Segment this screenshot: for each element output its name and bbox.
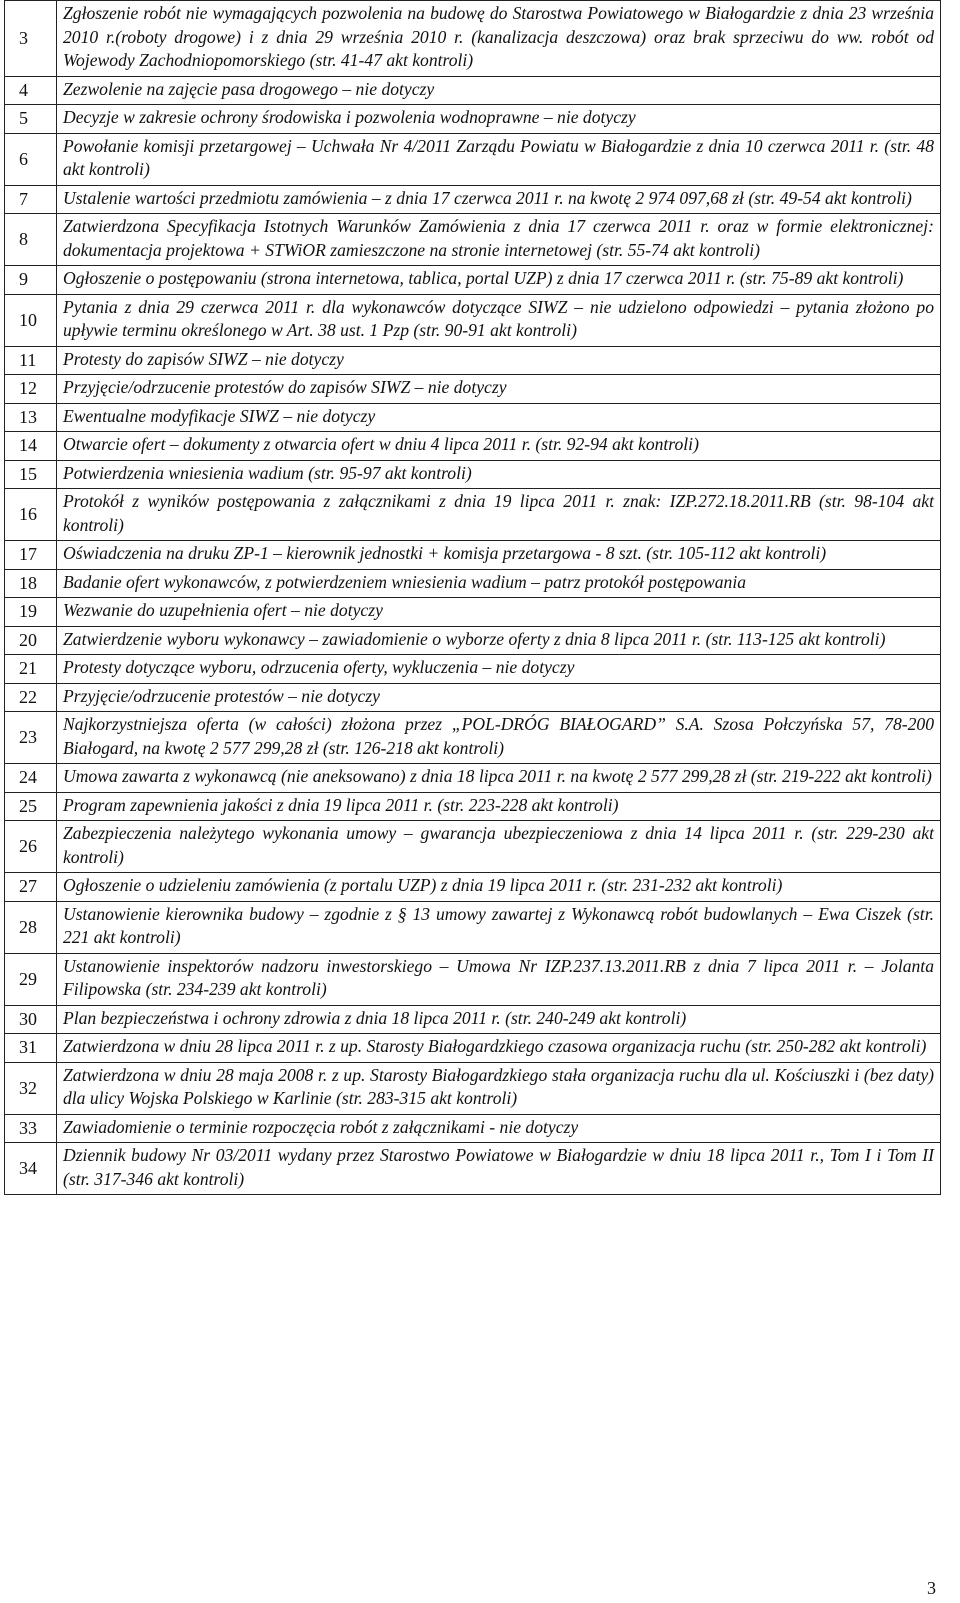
row-number: 23 xyxy=(5,712,57,764)
row-description: Powołanie komisji przetargowej – Uchwała Nr 4/2011 Zarządu Powiatu w Białogardzie z dnia 10 czerwca 2011 r. (str. 48 akt kontroli) xyxy=(57,133,941,185)
table-row xyxy=(5,346,941,375)
row-description: Najkorzystniejsza oferta (w całości) złożona przez „POL-DRÓG BIAŁOGARD” S.A. Szosa Połczyńska 57, 78-200 Białogard, na kwotę 2 577 299,28 zł (str. 126-218 akt kontroli) xyxy=(57,712,941,764)
row-number: 3 xyxy=(5,1,57,77)
row-description: Protesty dotyczące wyboru, odrzucenia oferty, wykluczenia – nie dotyczy xyxy=(57,655,941,684)
row-description: Zgłoszenie robót nie wymagających pozwolenia na budowę do Starostwa Powiatowego w Białogardzie z dnia 23 września 2010 r.(roboty drogowe) i z dnia 29 września 2010 r. (kanalizacja deszczowa) oraz brak sprzeciwu do ww. robót od Wojewody Zachodniopomorskiego (str. 41-47 akt kontroli) xyxy=(57,1,941,77)
row-description: Ewentualne modyfikacje SIWZ – nie dotyczy xyxy=(57,403,941,432)
row-number: 8 xyxy=(5,214,57,266)
row-description: Zezwolenie na zajęcie pasa drogowego – nie dotyczy xyxy=(57,76,941,105)
table-row xyxy=(5,569,941,598)
table-row xyxy=(5,432,941,461)
row-description: Dziennik budowy Nr 03/2011 wydany przez Starostwo Powiatowe w Białogardzie w dniu 18 lipca 2011 r., Tom I i Tom II (str. 317-346 akt kontroli) xyxy=(57,1143,941,1195)
row-description: Ogłoszenie o postępowaniu (strona internetowa, tablica, portal UZP) z dnia 17 czerwca 2011 r. (str. 75-89 akt kontroli) xyxy=(57,266,941,295)
row-description: Przyjęcie/odrzucenie protestów do zapisów SIWZ – nie dotyczy xyxy=(57,375,941,404)
row-number: 34 xyxy=(5,1143,57,1195)
row-description: Ustalenie wartości przedmiotu zamówienia – z dnia 17 czerwca 2011 r. na kwotę 2 974 097,68 zł (str. 49-54 akt kontroli) xyxy=(57,185,941,214)
row-number: 30 xyxy=(5,1005,57,1034)
row-number: 28 xyxy=(5,901,57,953)
control-documents-table xyxy=(4,0,941,1195)
table-row xyxy=(5,133,941,185)
row-description: Ustanowienie kierownika budowy – zgodnie z § 13 umowy zawartej z Wykonawcą robót budowlanych – Ewa Ciszek (str. 221 akt kontroli) xyxy=(57,901,941,953)
table-row xyxy=(5,185,941,214)
row-number: 33 xyxy=(5,1114,57,1143)
table-row xyxy=(5,712,941,764)
row-number: 26 xyxy=(5,821,57,873)
row-number: 18 xyxy=(5,569,57,598)
table-row xyxy=(5,460,941,489)
row-description: Zawiadomienie o terminie rozpoczęcia robót z załącznikami - nie dotyczy xyxy=(57,1114,941,1143)
row-description: Zatwierdzenie wyboru wykonawcy – zawiadomienie o wyborze oferty z dnia 8 lipca 2011 r. (str. 113-125 akt kontroli) xyxy=(57,626,941,655)
row-description: Wezwanie do uzupełnienia ofert – nie dotyczy xyxy=(57,598,941,627)
row-number: 29 xyxy=(5,953,57,1005)
row-description: Plan bezpieczeństwa i ochrony zdrowia z dnia 18 lipca 2011 r. (str. 240-249 akt kontroli) xyxy=(57,1005,941,1034)
table-row xyxy=(5,105,941,134)
row-number: 32 xyxy=(5,1062,57,1114)
table-row xyxy=(5,1114,941,1143)
row-number: 16 xyxy=(5,489,57,541)
row-description: Zatwierdzona Specyfikacja Istotnych Warunków Zamówienia z dnia 17 czerwca 2011 r. oraz w formie elektronicznej: dokumentacja projektowa + STWiOR zamieszczone na stronie internetowej (str. 55-74 akt kontroli) xyxy=(57,214,941,266)
document-sheet xyxy=(4,0,941,1195)
row-description: Umowa zawarta z wykonawcą (nie aneksowano) z dnia 18 lipca 2011 r. na kwotę 2 577 299,28 zł (str. 219-222 akt kontroli) xyxy=(57,764,941,793)
row-number: 25 xyxy=(5,792,57,821)
table-row xyxy=(5,1143,941,1195)
row-number: 5 xyxy=(5,105,57,134)
row-number: 22 xyxy=(5,683,57,712)
row-description: Otwarcie ofert – dokumenty z otwarcia ofert w dniu 4 lipca 2011 r. (str. 92-94 akt kontroli) xyxy=(57,432,941,461)
row-description: Badanie ofert wykonawców, z potwierdzeniem wniesienia wadium – patrz protokół postępowania xyxy=(57,569,941,598)
row-number: 12 xyxy=(5,375,57,404)
table-row xyxy=(5,1005,941,1034)
row-number: 31 xyxy=(5,1034,57,1063)
table-body xyxy=(5,1,941,1195)
row-description: Potwierdzenia wniesienia wadium (str. 95-97 akt kontroli) xyxy=(57,460,941,489)
table-row xyxy=(5,764,941,793)
table-row xyxy=(5,489,941,541)
row-description: Oświadczenia na druku ZP-1 – kierownik jednostki + komisja przetargowa - 8 szt. (str. 105-112 akt kontroli) xyxy=(57,541,941,570)
table-row xyxy=(5,541,941,570)
page-number: 3 xyxy=(927,1578,936,1598)
row-number: 6 xyxy=(5,133,57,185)
table-row xyxy=(5,1,941,77)
row-number: 7 xyxy=(5,185,57,214)
row-number: 4 xyxy=(5,76,57,105)
row-description: Decyzje w zakresie ochrony środowiska i pozwolenia wodnoprawne – nie dotyczy xyxy=(57,105,941,134)
table-row xyxy=(5,901,941,953)
table-row xyxy=(5,294,941,346)
table-row xyxy=(5,873,941,902)
row-description: Przyjęcie/odrzucenie protestów – nie dotyczy xyxy=(57,683,941,712)
row-number: 20 xyxy=(5,626,57,655)
table-row xyxy=(5,953,941,1005)
table-row xyxy=(5,683,941,712)
row-description: Program zapewnienia jakości z dnia 19 lipca 2011 r. (str. 223-228 akt kontroli) xyxy=(57,792,941,821)
row-number: 14 xyxy=(5,432,57,461)
table-row xyxy=(5,1034,941,1063)
row-description: Protesty do zapisów SIWZ – nie dotyczy xyxy=(57,346,941,375)
row-description: Zatwierdzona w dniu 28 maja 2008 r. z up. Starosty Białogardzkiego stała organizacja ruchu dla ul. Kościuszki i (bez daty) dla ulicy Wojska Polskiego w Karlinie (str. 283-315 akt kontroli) xyxy=(57,1062,941,1114)
row-number: 11 xyxy=(5,346,57,375)
table-row xyxy=(5,266,941,295)
row-description: Pytania z dnia 29 czerwca 2011 r. dla wykonawców dotyczące SIWZ – nie udzielono odpowiedzi – pytania złożono po upływie terminu określonego w Art. 38 ust. 1 Pzp (str. 90-91 akt kontroli) xyxy=(57,294,941,346)
row-description: Zatwierdzona w dniu 28 lipca 2011 r. z up. Starosty Białogardzkiego czasowa organizacja ruchu (str. 250-282 akt kontroli) xyxy=(57,1034,941,1063)
table-row xyxy=(5,76,941,105)
table-row xyxy=(5,626,941,655)
table-row xyxy=(5,214,941,266)
row-number: 15 xyxy=(5,460,57,489)
row-number: 9 xyxy=(5,266,57,295)
row-number: 13 xyxy=(5,403,57,432)
table-row xyxy=(5,655,941,684)
row-description: Protokół z wyników postępowania z załącznikami z dnia 19 lipca 2011 r. znak: IZP.272.18.2011.RB (str. 98-104 akt kontroli) xyxy=(57,489,941,541)
row-description: Ogłoszenie o udzieleniu zamówienia (z portalu UZP) z dnia 19 lipca 2011 r. (str. 231-232 akt kontroli) xyxy=(57,873,941,902)
row-number: 24 xyxy=(5,764,57,793)
row-number: 19 xyxy=(5,598,57,627)
table-row xyxy=(5,1062,941,1114)
row-description: Ustanowienie inspektorów nadzoru inwestorskiego – Umowa Nr IZP.237.13.2011.RB z dnia 7 lipca 2011 r. – Jolanta Filipowska (str. 234-239 akt kontroli) xyxy=(57,953,941,1005)
row-number: 10 xyxy=(5,294,57,346)
row-number: 21 xyxy=(5,655,57,684)
row-number: 17 xyxy=(5,541,57,570)
table-row xyxy=(5,375,941,404)
table-row xyxy=(5,598,941,627)
table-row xyxy=(5,403,941,432)
table-row xyxy=(5,821,941,873)
table-row xyxy=(5,792,941,821)
row-description: Zabezpieczenia należytego wykonania umowy – gwarancja ubezpieczeniowa z dnia 14 lipca 2011 r. (str. 229-230 akt kontroli) xyxy=(57,821,941,873)
row-number: 27 xyxy=(5,873,57,902)
